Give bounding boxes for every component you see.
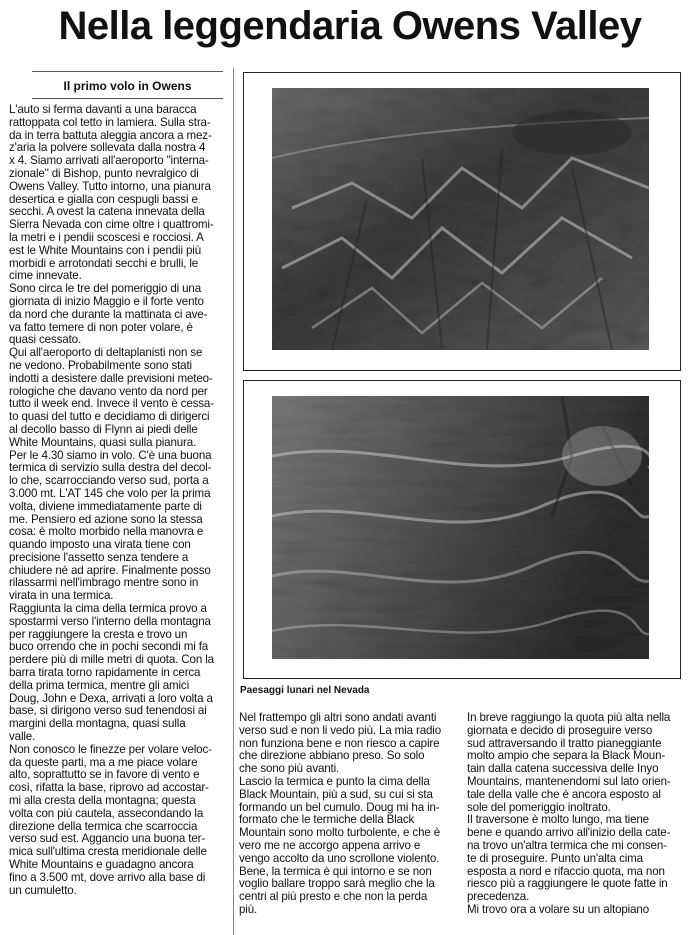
column-divider bbox=[233, 68, 234, 935]
photo-caption: Paesaggi lunari nel Nevada bbox=[240, 685, 370, 696]
aerial-photo-mountain-ridges bbox=[272, 88, 649, 350]
article-column-2: Nel frattempo gli altri sono andati avanti verso sud e non li vedo più. La mia radio non funziona bene e non riesco a capire che direzione abbiano preso. So solo che sono più avanti. Lascio la termica e punto la cima della Black Mountain, più a sud, su cui si sta formando un bel cumulo. Doug mi ha in- formato che le termiche della Black Mountain sono molto turbolente, e che è vero me ne accorgo appena arrivo e vengo accolto da uno scrollone violento. Bene, la termica è qui intorno e se non voglio ballare troppo sarà meglio che la centri al più presto e che non la perda più. bbox=[239, 711, 442, 916]
section-heading: Il primo volo in Owens bbox=[63, 79, 192, 93]
article-column-3: In breve raggiungo la quota più alta nella giornata e decido di proseguire verso sud attraversando il tratto pianeggiante molto ampio che separa la Black Moun- tain dalla catena successiva delle Inyo Mountains, mantenendomi sul lato orien- tale della valle che è ancora esposto al sole del pomeriggio inoltrato. Il traversone è molto lungo, ma tiene bene e quando arrivo all'inizio della cate- na trovo un'altra termica che mi consen- te di proseguire. Punto un'alta cima esposta a nord e rifaccio quota, ma non riesco più a raggiungere le quote fatte in precedenza. Mi trovo ora a volare su un altopiano bbox=[467, 711, 671, 916]
heading-bottom-rule bbox=[32, 98, 223, 99]
article-title: Nella leggendaria Owens Valley bbox=[58, 4, 642, 48]
article-column-1: L'auto si ferma davanti a una baracca rattoppata col tetto in lamiera. Sulla stra- da in terra battuta aleggia ancora a mez- z'aria la polvere sollevata dalla nostra 4 x 4. Siamo arrivati all'aeroporto "interna- zionale" di Bishop, punto nevralgico di Owens Valley. Tutto intorno, una pianura desertica e gialla con cespugli bassi e secchi. A ovest la catena innevata della Sierra Nevada con cime oltre i quattromi- la metri e i pendii scoscesi e rocciosi. A est le White Mountains con i pendii più morbidi e arrotondati secchi e brulli, le cime innevate. Sono circa le tre del pomeriggio di una giornata di inizio Maggio e il forte vento da nord che durante la mattinata ci ave- va fatto temere di non poter volare, è quasi cessato. Qui all'aeroporto di deltaplanisti non se ne vedono. Probabilmente sono stati indotti a desistere dalle previsioni meteo- rologiche che davano vento da nord per tutto il week end. Invece il vento è cessa- to quasi del tutto e decidiamo di dirigerci al decollo basso di Flynn ai piedi delle White Mountains, quasi sulla pianura. Per le 4.30 siamo in volo. C'è una buona termica di servizio sulla destra del decol- lo che, scarrocciando verso sud, porta a 3.000 mt. L'AT 145 che volo per la prima volta, diviene immediatamente parte di me. Pensiero ed azione sono la stessa cosa: è molto morbido nella manovra e quando imposto una virata tiene con precisione l'assetto senza tendere a chiudere nè ad aprire. Finalmente posso rilassarmi nell'imbrago mentre sono in virata in una termica. Raggiunta la cima della termica provo a spostarmi verso l'interno della montagna per raggiungere la cresta e trovo un buco orrendo che in pochi secondi mi fa perdere più di mille metri di quota. Con la barra tirata torno rapidamente in cerca della prima termica, mentre gli amici Doug, John e Dexa, arrivati a loro volta a base, si dirigono verso sud tenendosi ai margini della montagna, quasi sulla valle. Non conosco le finezze per volare veloc- da queste parti, ma a me piace volare alto, soprattutto se in favore di vento e così, rifatta la base, riprovo ad accostar- mi alla cresta della montagna; questa volta con più cautela, assecondando la direzione della termica che scarroccia verso sud est. Aggancio una buona ter- mica sull'ultima cresta meridionale delle White Mountains e guadagno ancora fino a 3.500 mt, dove arrivo alla base di un cumuletto. bbox=[9, 103, 214, 897]
heading-top-rule bbox=[32, 71, 223, 72]
aerial-photo-canyons bbox=[272, 396, 649, 659]
